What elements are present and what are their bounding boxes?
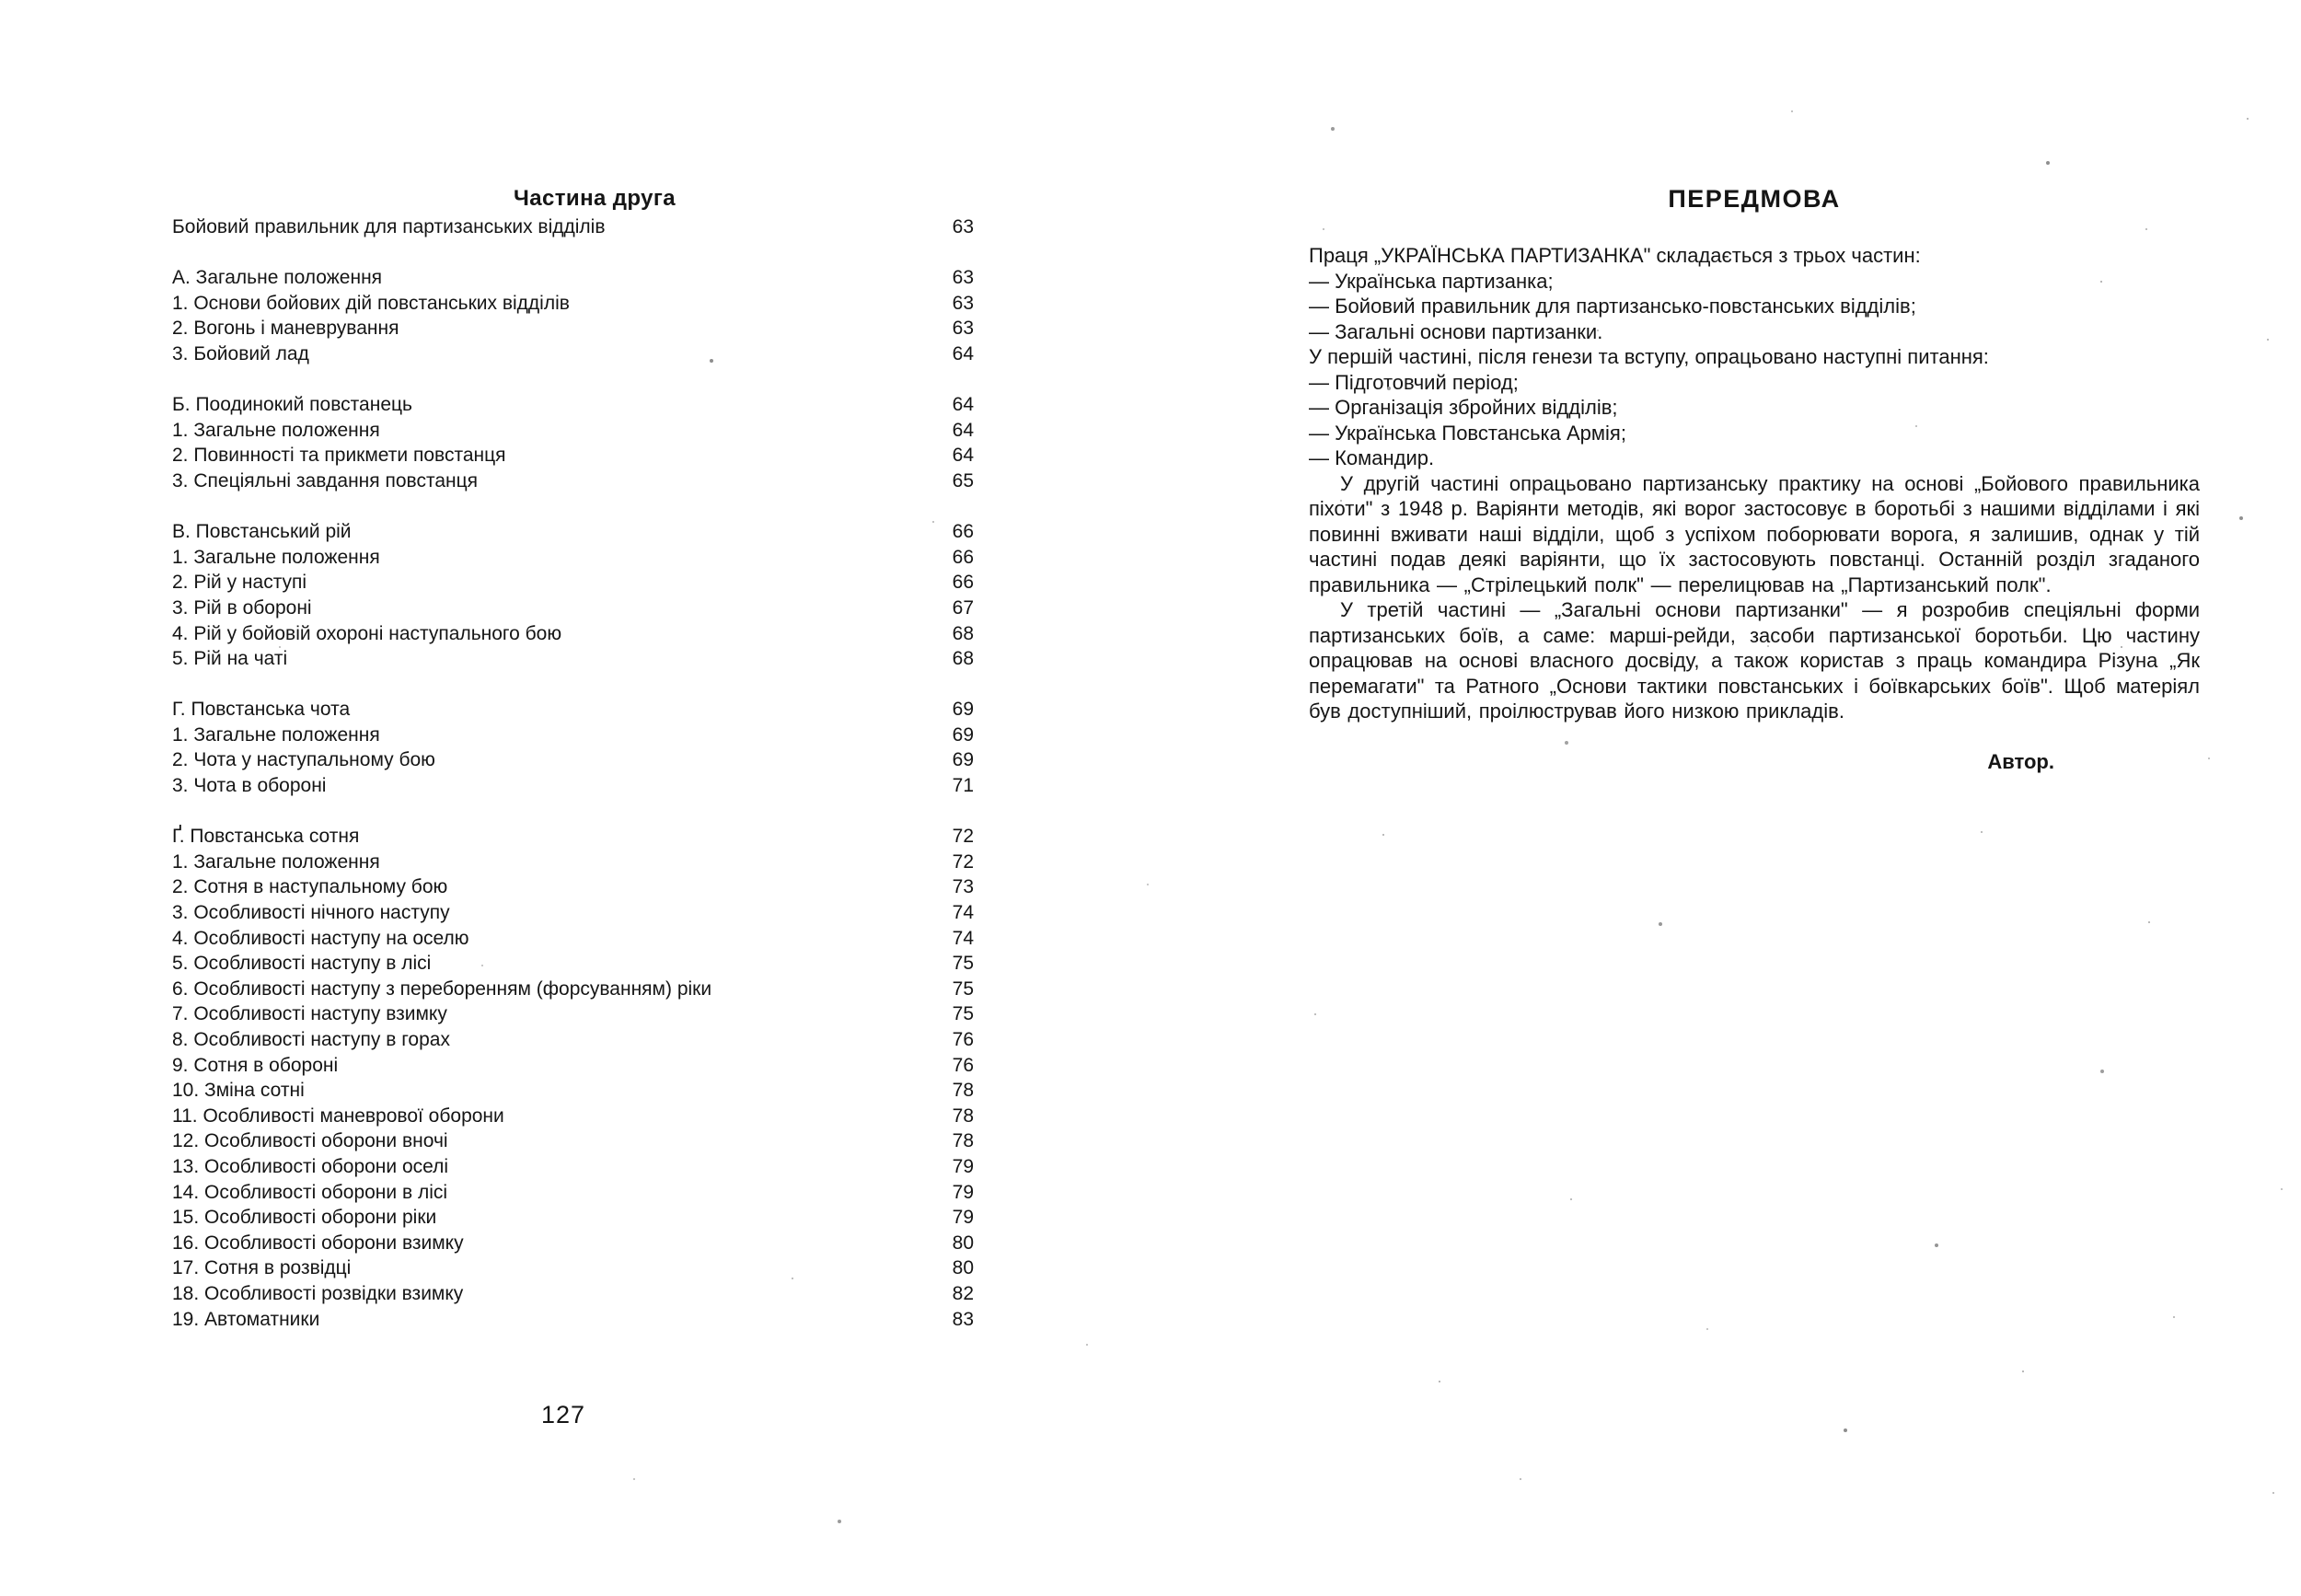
toc-entry-label: 2. Сотня в наступальному бою (172, 876, 448, 898)
toc-entry-page: 66 (952, 546, 974, 568)
toc-entry-label: 2. Рій у наступі (172, 572, 307, 594)
page-number: 127 (541, 1401, 586, 1428)
toc-row (172, 723, 974, 748)
toc-entry-label: 2. Вогонь і маневрування (172, 318, 399, 340)
toc-entry-page: 63 (952, 292, 974, 314)
toc-entry-label: Б. Поодинокий повстанець (172, 394, 412, 416)
preface-line: — Підготовчий період; (1309, 370, 1519, 394)
toc-row (172, 926, 974, 952)
toc-entry-label: Г. Повстанська чота (172, 699, 351, 721)
toc-entry-page: 72 (952, 850, 974, 873)
toc-row (172, 951, 974, 977)
toc-entry-label: 18. Особливості розвідки взимку (172, 1282, 464, 1304)
toc-entry-label: 2. Чота у наступальному бою (172, 749, 435, 771)
toc-entry-label: 11. Особливості маневрової оборони (172, 1104, 504, 1127)
toc-entry-label: 15. Особливості оборони ріки (172, 1207, 437, 1229)
toc-entry-label: 14. Особливості оборони в лісі (172, 1181, 448, 1203)
toc-entry-label: 1. Загальне положення (172, 546, 380, 568)
toc-entry-page: 75 (952, 1003, 974, 1025)
preface-paragraph: У другій частині опрацьовано партизанську практику на основі „Бойового правильника піхоти" з 1948 р. Варіянти методів, які ворог застосовує в боротьбі з нашими відділами і які повинні вживати наші відділи, щоб з успіхом поборювати ворога, я залишив, однак у тій частині подав деякі варіянти, що їх застосовують повстанці. Останній розділ згаданого правильника — „Стрілецький полк" — перелицював на „Партизанський полк". (1309, 471, 2200, 596)
toc-entry-page: 76 (952, 1054, 974, 1076)
toc-row (172, 1231, 974, 1256)
toc-row (172, 1128, 974, 1154)
toc-entry-page: 63 (952, 267, 974, 289)
toc-entry-label: 3. Бойовий лад (172, 342, 309, 364)
toc-entry-page: 73 (952, 876, 974, 898)
preface-line: — Командир. (1309, 446, 1435, 469)
preface-line: — Загальні основи партизанки. (1309, 319, 1603, 343)
toc-row (172, 1001, 974, 1027)
toc-entry-label: 3. Рій в обороні (172, 596, 312, 619)
toc-entry-page: 82 (952, 1282, 974, 1304)
toc-entry-label: 3. Чота в обороні (172, 775, 327, 797)
toc-row (172, 773, 974, 799)
toc-entry-label: 12. Особливості оборони вночі (172, 1130, 448, 1152)
toc-entry-page: 74 (952, 927, 974, 949)
preface-line: — Українська партизанка; (1309, 269, 1554, 293)
preface-line: У першій частині, після генези та вступу, опрацьовано наступні питання: (1309, 345, 1989, 368)
toc-row (172, 468, 974, 494)
toc-entry-label: 7. Особливості наступу взимку (172, 1003, 447, 1025)
preface-line: — Організація збройних відділів; (1309, 396, 1618, 419)
toc-row (172, 1180, 974, 1206)
toc-row (172, 1104, 974, 1129)
toc-row (172, 392, 974, 418)
toc-entry-label: Бойовий правильник для партизанських відділів (172, 216, 606, 237)
toc-entry-label: 16. Особливості оборони взимку (172, 1232, 464, 1254)
toc-row (172, 519, 974, 545)
toc-entry-label: 4. Особливості наступу на оселю (172, 927, 469, 949)
author-signature: Автор. (1987, 749, 2054, 773)
preface-paragraph: У третій частині — „Загальні основи партизанки" — я розробив спеціяльні форми партизанських боїв, а саме: марші-рейди, засоби партизанської боротьби. Цю частину опрацював на основі власного досвіду, а також користав з праць командира Різуна „Як перемагати" та Ратного „Основи тактики повстанських і боївкарських боїв". Щоб матеріял був доступніший, проілюстрував його низкою прикладів. (1309, 598, 2200, 723)
toc-entry-label: 5. Особливості наступу в лісі (172, 953, 432, 975)
toc-row (172, 291, 974, 317)
toc-row (172, 418, 974, 444)
toc-entry-page: 78 (952, 1104, 974, 1127)
toc-entry-label: Ґ. Повстанська сотня (172, 826, 360, 848)
toc-entry-page: 75 (952, 977, 974, 1000)
toc-entry-page: 63 (952, 318, 974, 340)
toc-entry-page: 66 (952, 572, 974, 594)
toc-row (172, 621, 974, 647)
toc-entry-page: 69 (952, 749, 974, 771)
toc-entry-label: 19. Автоматники (172, 1308, 320, 1330)
toc-entry-page: 79 (952, 1181, 974, 1203)
toc-entry-page: 65 (952, 469, 974, 492)
preface-line: Праця „УКРАЇНСЬКА ПАРТИЗАНКА" складається з трьох частин: (1309, 244, 1921, 267)
toc-row (172, 1255, 974, 1281)
toc-entry-page: 79 (952, 1207, 974, 1229)
toc-row (172, 1027, 974, 1053)
toc-entry-label: 8. Особливості наступу в горах (172, 1029, 450, 1050)
toc-row (172, 824, 974, 850)
toc-row (172, 1307, 974, 1333)
toc-group-gap (172, 367, 974, 393)
toc-row (172, 1205, 974, 1231)
toc-group-gap (172, 799, 974, 825)
toc-entry-label: 4. Рій у бойовій охороні наступального бою (172, 622, 562, 644)
toc-entry-label: 3. Спеціяльні завдання повстанця (172, 469, 479, 492)
toc-entry-page: 68 (952, 648, 974, 670)
toc-group-gap (172, 494, 974, 520)
toc-row (172, 1053, 974, 1079)
toc-row (172, 1281, 974, 1307)
toc-row (172, 646, 974, 672)
toc-row (172, 443, 974, 468)
toc-entry-label: А. Загальне положення (172, 267, 383, 289)
toc-row (172, 874, 974, 900)
toc-row (172, 850, 974, 875)
toc-entry-label: 1. Загальне положення (172, 419, 380, 441)
toc-group-gap (172, 240, 974, 266)
preface-heading: ПЕРЕДМОВА (1668, 185, 1841, 213)
toc-group-gap (172, 672, 974, 698)
toc-entry-page: 71 (952, 775, 974, 797)
toc-row (172, 316, 974, 341)
toc-entry-page: 78 (952, 1080, 974, 1102)
toc-entry-page: 80 (952, 1232, 974, 1254)
toc-entry-page: 68 (952, 622, 974, 644)
toc-entry-page: 69 (952, 723, 974, 746)
toc-entry-label: 1. Загальне положення (172, 850, 380, 873)
toc-entry-page: 63 (952, 216, 974, 237)
toc-entry-page: 74 (952, 902, 974, 924)
toc-entry-page: 64 (952, 394, 974, 416)
toc-row (172, 697, 974, 723)
toc-row (172, 1154, 974, 1180)
toc-entry-label: 10. Зміна сотні (172, 1080, 305, 1102)
toc-row (172, 596, 974, 621)
toc-entry-label: 13. Особливості оборони оселі (172, 1155, 449, 1177)
toc-row (172, 265, 974, 291)
toc-entry-page: 83 (952, 1308, 974, 1330)
toc-entry-page: 67 (952, 596, 974, 619)
toc-entry-label: 3. Особливості нічного наступу (172, 902, 450, 924)
toc-row (172, 1078, 974, 1104)
toc-row (172, 570, 974, 596)
toc-entry-label: 5. Рій на чаті (172, 648, 288, 670)
toc-row (172, 977, 974, 1002)
part-heading: Частина друга (514, 186, 676, 211)
toc-entry-label: 6. Особливості наступу з переборенням (форсуванням) ріки (172, 977, 712, 1000)
toc-entry-label: 1. Основи бойових дій повстанських відділів (172, 292, 570, 314)
toc-entry-label: 2. Повинності та прикмети повстанця (172, 445, 506, 467)
toc-entry-label: 17. Сотня в розвідці (172, 1257, 352, 1279)
toc-entry-page: 76 (952, 1029, 974, 1050)
toc-row (172, 341, 974, 367)
toc-entry-page: 69 (952, 699, 974, 721)
preface-body (1309, 243, 2200, 774)
toc-entry-label: В. Повстанський рій (172, 521, 352, 543)
preface-line: — Бойовий правильник для партизансько-повстанських відділів; (1309, 295, 1916, 318)
toc-entry-label: 9. Сотня в обороні (172, 1054, 339, 1076)
toc-row (172, 747, 974, 773)
toc-row (172, 545, 974, 571)
toc-entry-page: 79 (952, 1155, 974, 1177)
toc-entry-page: 80 (952, 1257, 974, 1279)
preface-line: — Українська Повстанська Армія; (1309, 421, 1626, 445)
toc-entry-page: 64 (952, 419, 974, 441)
toc-entry-page: 78 (952, 1130, 974, 1152)
toc-entry-page: 64 (952, 342, 974, 364)
toc-entry-page: 66 (952, 521, 974, 543)
toc-list (172, 214, 974, 1332)
toc-entry-page: 72 (952, 826, 974, 848)
toc-entry-page: 75 (952, 953, 974, 975)
toc-row (172, 900, 974, 926)
scan-noise-speckles (0, 0, 2, 2)
toc-entry-page: 64 (952, 445, 974, 467)
toc-row (172, 214, 974, 240)
toc-entry-label: 1. Загальне положення (172, 723, 380, 746)
